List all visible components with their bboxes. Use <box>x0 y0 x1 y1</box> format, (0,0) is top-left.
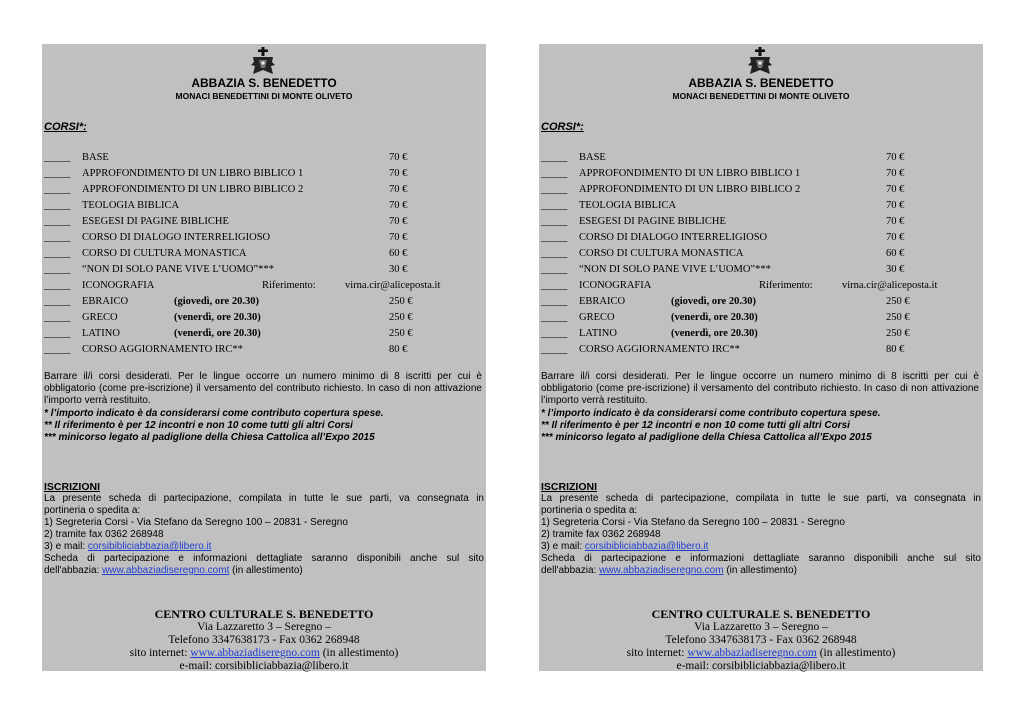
course-name: CORSO DI CULTURA MONASTICA <box>579 248 744 259</box>
course-row <box>42 216 486 232</box>
course-price: 70 € <box>886 168 905 179</box>
course-row <box>539 264 983 280</box>
reference-label: Riferimento: <box>262 280 316 291</box>
iscrizioni-line-4: 2) tramite fax 0362 268948 <box>44 529 164 540</box>
courses-heading: CORSI*: <box>541 121 584 133</box>
iscrizioni-line-2: portineria o spedita a: <box>44 505 141 516</box>
course-price: 60 € <box>389 248 408 259</box>
course-price: 70 € <box>886 184 905 195</box>
iscrizioni-heading: ISCRIZIONI <box>541 481 598 493</box>
course-row <box>42 280 486 296</box>
course-price: 70 € <box>886 200 905 211</box>
iscrizioni-line-6: Scheda di partecipazione e informazioni dettagliate saranno disponibili anche sul sito <box>44 553 484 564</box>
course-name: CORSO AGGIORNAMENTO IRC** <box>82 344 243 355</box>
course-name: EBRAICO <box>82 296 129 307</box>
course-price: 70 € <box>389 216 408 227</box>
iscrizioni-line-1: La presente scheda di partecipazione, compilata in tutte le sue parti, va consegnata in <box>541 493 981 504</box>
course-price: 30 € <box>389 264 408 275</box>
iscrizioni-line-7 <box>44 565 484 577</box>
footer-title: CENTRO CULTURALE S. BENEDETTO <box>154 607 374 621</box>
courses-heading: CORSI*: <box>44 121 87 133</box>
abbey-logo-icon <box>248 46 278 76</box>
checkbox-blank: _____ <box>44 344 71 355</box>
course-row <box>42 312 486 328</box>
reference-email: virna.cir@aliceposta.it <box>842 280 938 291</box>
course-row <box>42 264 486 280</box>
course-price: 250 € <box>886 296 910 307</box>
footer-phone: Telefono 3347638173 - Fax 0362 268948 <box>665 634 857 646</box>
abbey-subtitle: MONACI BENEDETTINI DI MONTE OLIVETO <box>672 91 850 101</box>
abbey-title: ABBAZIA S. BENEDETTO <box>191 76 337 90</box>
course-name: CORSO DI DIALOGO INTERRELIGIOSO <box>579 232 768 243</box>
email-prefix: 3) e mail: <box>44 541 88 552</box>
checkbox-blank: _____ <box>44 296 71 307</box>
footer-address: Via Lazzaretto 3 – Seregno – <box>197 621 331 633</box>
footnote-1: * l’importo indicato è da considerarsi come contributo copertura spese. <box>44 408 384 419</box>
course-schedule: (venerdì, ore 20.30) <box>671 328 758 339</box>
course-row <box>539 216 983 232</box>
reference-label: Riferimento: <box>759 280 813 291</box>
abbey-logo-icon <box>745 46 775 76</box>
course-name: APPROFONDIMENTO DI UN LIBRO BIBLICO 1 <box>82 168 304 179</box>
course-row <box>539 184 983 200</box>
iscrizioni-heading: ISCRIZIONI <box>44 481 101 493</box>
checkbox-blank: _____ <box>44 200 71 211</box>
course-row <box>42 248 486 264</box>
reference-email: virna.cir@aliceposta.it <box>345 280 441 291</box>
course-row <box>42 168 486 184</box>
course-row <box>539 152 983 168</box>
abbey-subtitle: MONACI BENEDETTINI DI MONTE OLIVETO <box>175 91 353 101</box>
checkbox-blank: _____ <box>44 280 71 291</box>
site-prefix: dell'abbazia: <box>541 565 600 576</box>
course-price: 70 € <box>389 168 408 179</box>
iscrizioni-line-1: La presente scheda di partecipazione, compilata in tutte le sue parti, va consegnata in <box>44 493 484 504</box>
footer-site-prefix: sito internet: <box>129 647 191 659</box>
course-row <box>539 168 983 184</box>
footer-site-link[interactable]: www.abbaziadiseregno.com <box>190 647 320 659</box>
course-price: 250 € <box>886 328 910 339</box>
course-schedule: (venerdì, ore 20.30) <box>174 312 261 323</box>
course-row <box>539 328 983 344</box>
iscrizioni-line-4: 2) tramite fax 0362 268948 <box>541 529 661 540</box>
checkbox-blank: _____ <box>44 264 71 275</box>
checkbox-blank: _____ <box>44 184 71 195</box>
course-name: LATINO <box>82 328 120 339</box>
checkbox-blank: _____ <box>44 328 71 339</box>
flyer-left <box>42 44 486 671</box>
course-name: “NON DI SOLO PANE VIVE L’UOMO”*** <box>82 264 274 275</box>
course-row <box>539 280 983 296</box>
checkbox-blank: _____ <box>44 248 71 259</box>
course-name: CORSO DI DIALOGO INTERRELIGIOSO <box>82 232 271 243</box>
website-link[interactable]: www.abbaziadiseregno.comt <box>102 565 230 576</box>
site-suffix: (in allestimento) <box>723 565 797 576</box>
course-price: 80 € <box>389 344 408 355</box>
course-row <box>539 296 983 312</box>
course-name: ESEGESI DI PAGINE BIBLICHE <box>82 216 229 227</box>
checkbox-blank: _____ <box>44 152 71 163</box>
checkbox-blank: _____ <box>541 168 568 179</box>
course-schedule: (giovedì, ore 20.30) <box>174 296 259 307</box>
checkbox-blank: _____ <box>541 280 568 291</box>
footnote-3: *** minicorso legato al padiglione della Chiesa Cattolica all’Expo 2015 <box>44 432 375 443</box>
course-price: 70 € <box>886 232 905 243</box>
footnote-2: ** Il riferimento è per 12 incontri e non 10 come tutti gli altri Corsi <box>541 420 850 431</box>
course-price: 70 € <box>389 152 408 163</box>
course-name: CORSO DI CULTURA MONASTICA <box>82 248 247 259</box>
course-row <box>539 200 983 216</box>
checkbox-blank: _____ <box>541 312 568 323</box>
site-suffix: (in allestimento) <box>229 565 303 576</box>
notes-text: Barrare il/i corsi desiderati. Per le lingue occorre un numero minimo di 8 iscritti per cui è obbligatorio (come pre-iscrizione) il versamento del contributo richiesto. In caso di non attivazione l’importo verrà restituito. <box>541 371 979 406</box>
notes-text: Barrare il/i corsi desiderati. Per le lingue occorre un numero minimo di 8 iscritti per cui è obbligatorio (come pre-iscrizione) il versamento del contributo richiesto. In caso di non attivazione l’importo verrà restituito. <box>44 371 482 406</box>
course-row <box>539 344 983 360</box>
checkbox-blank: _____ <box>44 216 71 227</box>
iscrizioni-line-2: portineria o spedita a: <box>541 505 638 516</box>
footer-site-prefix: sito internet: <box>626 647 688 659</box>
course-name: ESEGESI DI PAGINE BIBLICHE <box>579 216 726 227</box>
course-name: GRECO <box>82 312 118 323</box>
course-row <box>539 248 983 264</box>
footer-site <box>42 647 486 659</box>
flyer-right <box>539 44 983 671</box>
email-link[interactable]: corsibibliciabbazia@libero.it <box>87 541 212 552</box>
course-name: EBRAICO <box>579 296 626 307</box>
footer-title: CENTRO CULTURALE S. BENEDETTO <box>651 607 871 621</box>
abbey-title: ABBAZIA S. BENEDETTO <box>688 76 834 90</box>
course-price: 80 € <box>886 344 905 355</box>
course-row <box>42 232 486 248</box>
footer-site <box>539 647 983 659</box>
footnote-3: *** minicorso legato al padiglione della Chiesa Cattolica all’Expo 2015 <box>541 432 872 443</box>
course-price: 60 € <box>886 248 905 259</box>
course-name: ICONOGRAFIA <box>82 280 155 291</box>
footer-address: Via Lazzaretto 3 – Seregno – <box>694 621 828 633</box>
course-name: APPROFONDIMENTO DI UN LIBRO BIBLICO 2 <box>579 184 801 195</box>
course-name: APPROFONDIMENTO DI UN LIBRO BIBLICO 1 <box>579 168 801 179</box>
course-price: 70 € <box>886 152 905 163</box>
course-price: 70 € <box>886 216 905 227</box>
course-name: BASE <box>579 152 606 163</box>
checkbox-blank: _____ <box>44 312 71 323</box>
checkbox-blank: _____ <box>541 152 568 163</box>
course-price: 30 € <box>886 264 905 275</box>
checkbox-blank: _____ <box>44 168 71 179</box>
footnote-1: * l’importo indicato è da considerarsi come contributo copertura spese. <box>541 408 881 419</box>
site-prefix: dell'abbazia: <box>44 565 103 576</box>
course-price: 250 € <box>389 312 413 323</box>
course-price: 70 € <box>389 200 408 211</box>
course-schedule: (venerdì, ore 20.30) <box>671 312 758 323</box>
course-name: “NON DI SOLO PANE VIVE L’UOMO”*** <box>579 264 771 275</box>
course-row <box>42 344 486 360</box>
iscrizioni-line-3: 1) Segreteria Corsi - Via Stefano da Seregno 100 – 20831 - Seregno <box>541 517 845 528</box>
iscrizioni-line-3: 1) Segreteria Corsi - Via Stefano da Seregno 100 – 20831 - Seregno <box>44 517 348 528</box>
course-schedule: (giovedì, ore 20.30) <box>671 296 756 307</box>
checkbox-blank: _____ <box>541 232 568 243</box>
course-name: TEOLOGIA BIBLICA <box>82 200 180 211</box>
course-name: LATINO <box>579 328 617 339</box>
footer-email: e-mail: corsibibliciabbazia@libero.it <box>676 660 846 672</box>
course-row <box>42 184 486 200</box>
course-name: GRECO <box>579 312 615 323</box>
course-row <box>539 232 983 248</box>
footer-site-link[interactable]: www.abbaziadiseregno.com <box>687 647 817 659</box>
course-row <box>42 328 486 344</box>
course-price: 250 € <box>389 328 413 339</box>
course-name: BASE <box>82 152 109 163</box>
checkbox-blank: _____ <box>541 264 568 275</box>
iscrizioni-line-5 <box>44 541 484 553</box>
course-row <box>42 152 486 168</box>
footer-site-suffix: (in allestimento) <box>319 647 399 659</box>
course-name: ICONOGRAFIA <box>579 280 652 291</box>
footnote-2: ** Il riferimento è per 12 incontri e non 10 come tutti gli altri Corsi <box>44 420 353 431</box>
iscrizioni-line-5 <box>541 541 981 553</box>
footer-site-suffix: (in allestimento) <box>816 647 896 659</box>
course-row <box>42 200 486 216</box>
course-name: APPROFONDIMENTO DI UN LIBRO BIBLICO 2 <box>82 184 304 195</box>
email-link[interactable]: corsibibliciabbazia@libero.it <box>584 541 709 552</box>
course-schedule: (venerdì, ore 20.30) <box>174 328 261 339</box>
course-price: 250 € <box>389 296 413 307</box>
iscrizioni-line-7 <box>541 565 981 577</box>
email-prefix: 3) e mail: <box>541 541 585 552</box>
footer-phone: Telefono 3347638173 - Fax 0362 268948 <box>168 634 360 646</box>
checkbox-blank: _____ <box>541 296 568 307</box>
checkbox-blank: _____ <box>44 232 71 243</box>
course-price: 250 € <box>886 312 910 323</box>
website-link[interactable]: www.abbaziadiseregno.com <box>599 565 724 576</box>
checkbox-blank: _____ <box>541 344 568 355</box>
iscrizioni-line-6: Scheda di partecipazione e informazioni dettagliate saranno disponibili anche sul sito <box>541 553 981 564</box>
course-price: 70 € <box>389 184 408 195</box>
checkbox-blank: _____ <box>541 328 568 339</box>
footer-email: e-mail: corsibibliciabbazia@libero.it <box>179 660 349 672</box>
checkbox-blank: _____ <box>541 248 568 259</box>
course-price: 70 € <box>389 232 408 243</box>
checkbox-blank: _____ <box>541 216 568 227</box>
course-name: TEOLOGIA BIBLICA <box>579 200 677 211</box>
course-name: CORSO AGGIORNAMENTO IRC** <box>579 344 740 355</box>
checkbox-blank: _____ <box>541 184 568 195</box>
course-row <box>539 312 983 328</box>
course-row <box>42 296 486 312</box>
checkbox-blank: _____ <box>541 200 568 211</box>
